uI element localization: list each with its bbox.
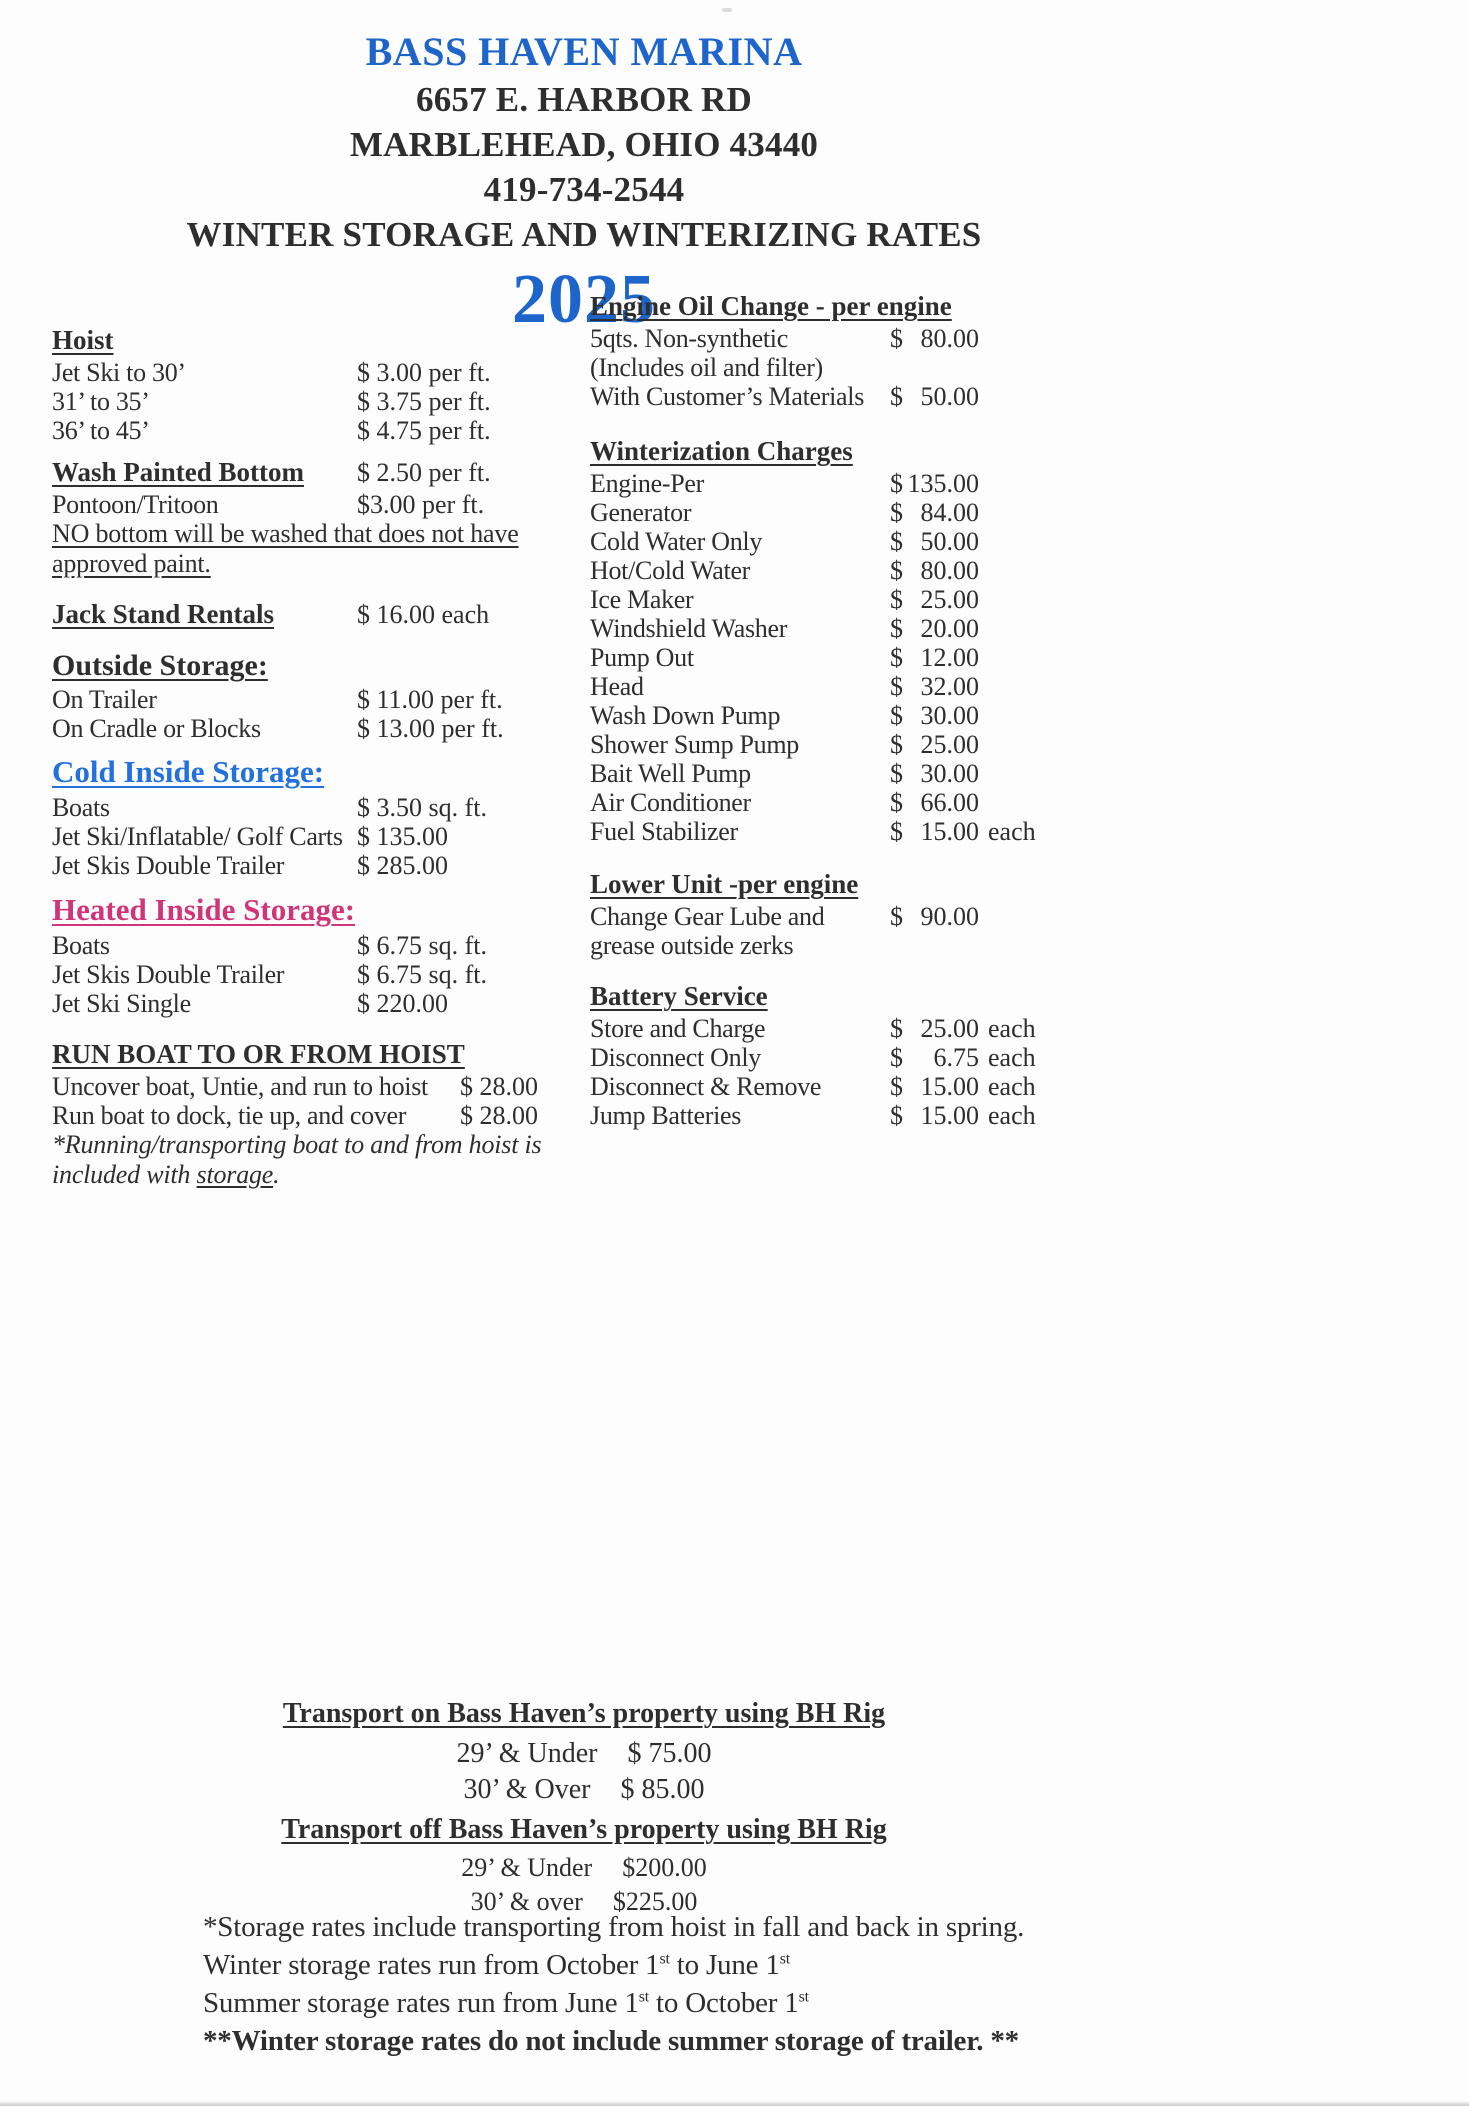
footnote-text: to October 1 bbox=[648, 1987, 799, 2019]
currency-symbol: $ bbox=[890, 817, 903, 846]
rate-label: Boats bbox=[52, 931, 110, 960]
rate-price bbox=[890, 672, 979, 701]
rate-label: Change Gear Lube and bbox=[590, 902, 825, 931]
rate-amount: 80.00 bbox=[920, 324, 979, 353]
rate-amount: 30.00 bbox=[920, 759, 979, 788]
footnotes-section bbox=[203, 1908, 1024, 2060]
rate-label: Jet Skis Double Trailer bbox=[52, 960, 285, 989]
rate-row bbox=[52, 714, 662, 743]
currency-symbol: $ bbox=[890, 759, 903, 788]
rate-amount: 32.00 bbox=[920, 672, 979, 701]
footnote-line bbox=[203, 1946, 1024, 1984]
section-title: Outside Storage: bbox=[52, 649, 268, 682]
footnote-text: **Winter storage rates do not include summer storage of trailer. ** bbox=[203, 2025, 1019, 2057]
rate-row bbox=[590, 382, 1110, 411]
rate-label: Bait Well Pump bbox=[590, 759, 751, 788]
transport-group-heading bbox=[2, 1814, 1166, 1849]
currency-symbol: $ bbox=[890, 324, 903, 353]
transport-price: $ 85.00 bbox=[620, 1774, 705, 1805]
currency-symbol: $ bbox=[890, 469, 903, 498]
currency-symbol: $ bbox=[890, 556, 903, 585]
italic-note-text: . bbox=[273, 1160, 280, 1189]
rate-row bbox=[590, 902, 1110, 931]
rate-label: Store and Charge bbox=[590, 1014, 766, 1043]
rate-label: Jet Skis Double Trailer bbox=[52, 851, 285, 880]
section-title: Jack Stand Rentals bbox=[52, 599, 275, 629]
section-heading-price: $ 2.50 per ft. bbox=[357, 458, 491, 487]
rate-amount: 25.00 bbox=[920, 1014, 979, 1043]
rate-price bbox=[890, 701, 979, 730]
italic-note-line bbox=[52, 1160, 662, 1190]
section-heading-row bbox=[52, 326, 662, 355]
rate-price: $ 3.00 per ft. bbox=[357, 358, 491, 387]
rate-price bbox=[890, 759, 979, 788]
rate-amount: 25.00 bbox=[920, 585, 979, 614]
rate-label: Head bbox=[590, 672, 644, 701]
section-title: RUN BOAT TO OR FROM HOIST bbox=[52, 1039, 465, 1069]
right-column bbox=[590, 292, 1110, 1130]
rate-row bbox=[590, 1072, 1110, 1101]
transport-row bbox=[2, 1852, 1166, 1883]
marina-name: BASS HAVEN MARINA bbox=[365, 29, 803, 74]
rate-price: $ 220.00 bbox=[357, 989, 448, 1018]
section-heading-row bbox=[52, 458, 662, 487]
rate-label: Pump Out bbox=[590, 643, 694, 672]
rate-unit: each bbox=[988, 1072, 1036, 1101]
section-heading-row bbox=[52, 892, 662, 928]
rate-label: 5qts. Non-synthetic bbox=[590, 324, 788, 353]
warning-note-line: approved paint. bbox=[52, 549, 211, 578]
rate-amount: 15.00 bbox=[920, 1101, 979, 1130]
rate-price bbox=[890, 902, 979, 931]
rate-price bbox=[890, 788, 979, 817]
rate-label: 36’ to 45’ bbox=[52, 416, 150, 445]
transport-group bbox=[2, 1698, 1166, 1805]
rate-row bbox=[590, 701, 1110, 730]
rate-row bbox=[52, 960, 662, 989]
currency-symbol: $ bbox=[890, 382, 903, 411]
currency-symbol: $ bbox=[890, 1101, 903, 1130]
footnote-text: to June 1 bbox=[669, 1949, 780, 1981]
rate-label: Hot/Cold Water bbox=[590, 556, 751, 585]
rate-label: With Customer’s Materials bbox=[590, 382, 865, 411]
rate-price bbox=[890, 1014, 1036, 1043]
transport-group-title: Transport off Bass Haven’s property using BH Rig bbox=[281, 1814, 887, 1845]
transport-group bbox=[2, 1814, 1166, 1917]
section-jack-stand-rentals bbox=[52, 600, 662, 629]
rate-label: Wash Down Pump bbox=[590, 701, 781, 730]
section-title: Lower Unit -per engine bbox=[590, 869, 859, 899]
rate-label: Pontoon/Tritoon bbox=[52, 490, 219, 519]
rate-label: Windshield Washer bbox=[590, 614, 788, 643]
rate-label: Disconnect Only bbox=[590, 1043, 761, 1072]
rate-row bbox=[590, 1014, 1110, 1043]
rate-row bbox=[590, 556, 1110, 585]
rate-row bbox=[590, 1043, 1110, 1072]
rate-row bbox=[52, 1101, 662, 1130]
transport-price: $ 75.00 bbox=[627, 1738, 712, 1769]
rate-label: grease outside zerks bbox=[590, 931, 794, 960]
rate-price bbox=[890, 585, 979, 614]
rate-label: Fuel Stabilizer bbox=[590, 817, 738, 846]
italic-note-underlined-word: storage bbox=[196, 1160, 274, 1189]
rate-price bbox=[890, 614, 979, 643]
rate-label: Cold Water Only bbox=[590, 527, 763, 556]
transport-price: $225.00 bbox=[612, 1887, 698, 1916]
section-heading-row bbox=[52, 600, 662, 629]
rate-price bbox=[890, 324, 979, 353]
rate-price bbox=[890, 730, 979, 759]
rate-price: $ 285.00 bbox=[357, 851, 448, 880]
rate-row bbox=[590, 324, 1110, 353]
rate-unit: each bbox=[988, 817, 1036, 846]
rate-price bbox=[890, 527, 979, 556]
transport-group-heading bbox=[2, 1698, 1166, 1733]
rate-price: $ 4.75 per ft. bbox=[357, 416, 491, 445]
currency-symbol: $ bbox=[890, 788, 903, 817]
rate-row bbox=[590, 931, 1110, 960]
rate-row bbox=[52, 851, 662, 880]
section-title: Hoist bbox=[52, 325, 114, 355]
rate-amount: 80.00 bbox=[920, 556, 979, 585]
currency-symbol: $ bbox=[890, 614, 903, 643]
section-heated-inside-storage bbox=[52, 892, 662, 1018]
transport-row bbox=[2, 1738, 1166, 1769]
left-column bbox=[52, 326, 662, 1190]
rate-price: $ 13.00 per ft. bbox=[357, 714, 504, 743]
currency-symbol: $ bbox=[890, 902, 903, 931]
rate-label: Shower Sump Pump bbox=[590, 730, 800, 759]
rate-row bbox=[52, 685, 662, 714]
rate-unit: each bbox=[988, 1014, 1036, 1043]
transport-size-label: 29’ & Under bbox=[461, 1853, 593, 1882]
section-hoist bbox=[52, 326, 662, 445]
address-line-2: MARBLEHEAD, OHIO 43440 bbox=[349, 125, 819, 164]
currency-symbol: $ bbox=[890, 585, 903, 614]
italic-note-text: included with bbox=[52, 1160, 197, 1189]
rate-label: Engine-Per bbox=[590, 469, 704, 498]
transport-size-label: 30’ & over bbox=[470, 1887, 583, 1916]
rate-row bbox=[52, 1072, 662, 1101]
currency-symbol: $ bbox=[890, 1014, 903, 1043]
section-wash-painted-bottom bbox=[52, 458, 662, 579]
section-heading-row bbox=[590, 982, 1110, 1011]
rate-label: (Includes oil and filter) bbox=[590, 353, 823, 382]
rate-row bbox=[590, 817, 1110, 846]
rate-label: Ice Maker bbox=[590, 585, 694, 614]
rate-amount: 25.00 bbox=[920, 730, 979, 759]
rate-label: Run boat to dock, tie up, and cover bbox=[52, 1101, 407, 1130]
rate-label: On Cradle or Blocks bbox=[52, 714, 261, 743]
transport-rates-section bbox=[2, 1698, 1166, 1917]
section-lower-unit bbox=[590, 870, 1110, 960]
transport-size-label: 29’ & Under bbox=[456, 1738, 598, 1769]
rate-row bbox=[590, 498, 1110, 527]
section-heading-row bbox=[52, 649, 662, 682]
rate-amount: 6.75 bbox=[933, 1043, 979, 1072]
year: 2025 bbox=[512, 261, 656, 338]
footnote-line bbox=[203, 1908, 1024, 1946]
section-run-boat bbox=[52, 1040, 662, 1190]
superscript-ordinal: st bbox=[638, 1988, 649, 2006]
currency-symbol: $ bbox=[890, 672, 903, 701]
rate-price: $ 3.75 per ft. bbox=[357, 387, 491, 416]
currency-symbol: $ bbox=[890, 1072, 903, 1101]
rate-label: 31’ to 35’ bbox=[52, 387, 150, 416]
rate-row bbox=[590, 643, 1110, 672]
rate-amount: 50.00 bbox=[920, 527, 979, 556]
rate-row bbox=[590, 527, 1110, 556]
rate-label: Uncover boat, Untie, and run to hoist bbox=[52, 1072, 428, 1101]
rate-amount: 15.00 bbox=[920, 817, 979, 846]
currency-symbol: $ bbox=[890, 643, 903, 672]
rate-row bbox=[590, 614, 1110, 643]
rate-price: $3.00 per ft. bbox=[357, 490, 485, 519]
rate-row bbox=[590, 672, 1110, 701]
footnote-text: Summer storage rates run from June 1 bbox=[203, 1987, 639, 2019]
rate-label: Boats bbox=[52, 793, 110, 822]
rate-label: Jet Ski Single bbox=[52, 989, 191, 1018]
superscript-ordinal: st bbox=[798, 1988, 809, 2006]
rate-amount: 12.00 bbox=[920, 643, 979, 672]
rate-row bbox=[590, 585, 1110, 614]
rate-unit: each bbox=[988, 1043, 1036, 1072]
rate-row bbox=[590, 353, 1110, 382]
rate-price bbox=[890, 469, 979, 498]
rate-row bbox=[590, 788, 1110, 817]
rate-row bbox=[590, 469, 1110, 498]
currency-symbol: $ bbox=[890, 730, 903, 759]
rate-price bbox=[890, 1101, 1036, 1130]
rate-label: On Trailer bbox=[52, 685, 157, 714]
rate-price: $ 28.00 bbox=[460, 1101, 538, 1130]
rate-label: Disconnect & Remove bbox=[590, 1072, 822, 1101]
footnote-text: Winter storage rates run from October 1 bbox=[203, 1949, 660, 1981]
rate-row bbox=[52, 416, 662, 445]
rate-label: Jet Ski/Inflatable/ Golf Carts bbox=[52, 822, 343, 851]
rate-row bbox=[52, 358, 662, 387]
rate-price: $ 3.50 sq. ft. bbox=[357, 793, 487, 822]
section-heading-row bbox=[590, 870, 1110, 899]
rate-amount: 135.00 bbox=[907, 469, 979, 498]
rate-row bbox=[590, 730, 1110, 759]
rate-amount: 30.00 bbox=[920, 701, 979, 730]
section-heading-row bbox=[590, 437, 1110, 466]
rate-label: Generator bbox=[590, 498, 692, 527]
rate-amount: 20.00 bbox=[920, 614, 979, 643]
rate-price bbox=[890, 1043, 1036, 1072]
section-battery-service bbox=[590, 982, 1110, 1130]
rate-amount: 90.00 bbox=[920, 902, 979, 931]
transport-size-label: 30’ & Over bbox=[463, 1774, 591, 1805]
section-title: Engine Oil Change - per engine bbox=[590, 291, 952, 321]
rate-row bbox=[590, 759, 1110, 788]
currency-symbol: $ bbox=[890, 1043, 903, 1072]
warning-note-line: NO bottom will be washed that does not have bbox=[52, 519, 519, 548]
section-title: Battery Service bbox=[590, 981, 768, 1011]
superscript-ordinal: st bbox=[659, 1950, 670, 1968]
rate-row bbox=[590, 1101, 1110, 1130]
rate-price: $ 28.00 bbox=[460, 1072, 538, 1101]
rate-price: $ 135.00 bbox=[357, 822, 448, 851]
transport-row bbox=[2, 1774, 1166, 1805]
section-title: Heated Inside Storage: bbox=[52, 892, 356, 927]
footnote-text: *Storage rates include transporting from hoist in fall and back in spring. bbox=[203, 1911, 1025, 1943]
rate-price: $ 6.75 sq. ft. bbox=[357, 960, 487, 989]
section-heading-row bbox=[52, 1040, 662, 1069]
section-heading-price: $ 16.00 each bbox=[357, 600, 490, 629]
rate-row bbox=[52, 989, 662, 1018]
rate-row bbox=[52, 931, 662, 960]
currency-symbol: $ bbox=[890, 498, 903, 527]
document-title: WINTER STORAGE AND WINTERIZING RATES bbox=[186, 215, 982, 254]
address-line-1: 6657 E. HARBOR RD bbox=[416, 80, 752, 119]
footnote-line bbox=[203, 2022, 1024, 2060]
section-title: Cold Inside Storage: bbox=[52, 754, 325, 789]
rate-row bbox=[52, 793, 662, 822]
section-engine-oil-change bbox=[590, 292, 1110, 411]
rate-row bbox=[52, 822, 662, 851]
rate-amount: 50.00 bbox=[920, 382, 979, 411]
footnote-line bbox=[203, 1984, 1024, 2022]
section-winterization-charges bbox=[590, 437, 1110, 846]
rate-label: Jet Ski to 30’ bbox=[52, 358, 186, 387]
section-outside-storage bbox=[52, 649, 662, 743]
currency-symbol: $ bbox=[890, 701, 903, 730]
section-cold-inside-storage bbox=[52, 754, 662, 880]
section-title: Wash Painted Bottom bbox=[52, 457, 305, 487]
rate-price: $ 11.00 per ft. bbox=[357, 685, 503, 714]
currency-symbol: $ bbox=[890, 527, 903, 556]
transport-group-title: Transport on Bass Haven’s property using BH Rig bbox=[282, 1698, 886, 1729]
phone-number: 419-734-2544 bbox=[483, 170, 685, 209]
italic-note-line: *Running/transporting boat to and from hoist is bbox=[52, 1130, 542, 1159]
rate-amount: 84.00 bbox=[920, 498, 979, 527]
scan-artifact bbox=[722, 8, 732, 12]
rate-price bbox=[890, 817, 1036, 846]
rate-price bbox=[890, 498, 979, 527]
rate-label: Jump Batteries bbox=[590, 1101, 742, 1130]
rate-price bbox=[890, 382, 979, 411]
rate-amount: 66.00 bbox=[920, 788, 979, 817]
section-heading-row bbox=[590, 292, 1110, 321]
section-title: Winterization Charges bbox=[590, 436, 853, 466]
rate-price bbox=[890, 556, 979, 585]
rate-price bbox=[890, 1072, 1036, 1101]
rate-amount: 15.00 bbox=[920, 1072, 979, 1101]
rate-row bbox=[52, 387, 662, 416]
rate-row bbox=[52, 490, 662, 519]
rate-price bbox=[890, 643, 979, 672]
transport-price: $200.00 bbox=[622, 1853, 707, 1882]
rate-unit: each bbox=[988, 1101, 1036, 1130]
superscript-ordinal: st bbox=[779, 1950, 790, 1968]
rate-price: $ 6.75 sq. ft. bbox=[357, 931, 487, 960]
rate-label: Air Conditioner bbox=[590, 788, 751, 817]
section-heading-row bbox=[52, 754, 662, 790]
